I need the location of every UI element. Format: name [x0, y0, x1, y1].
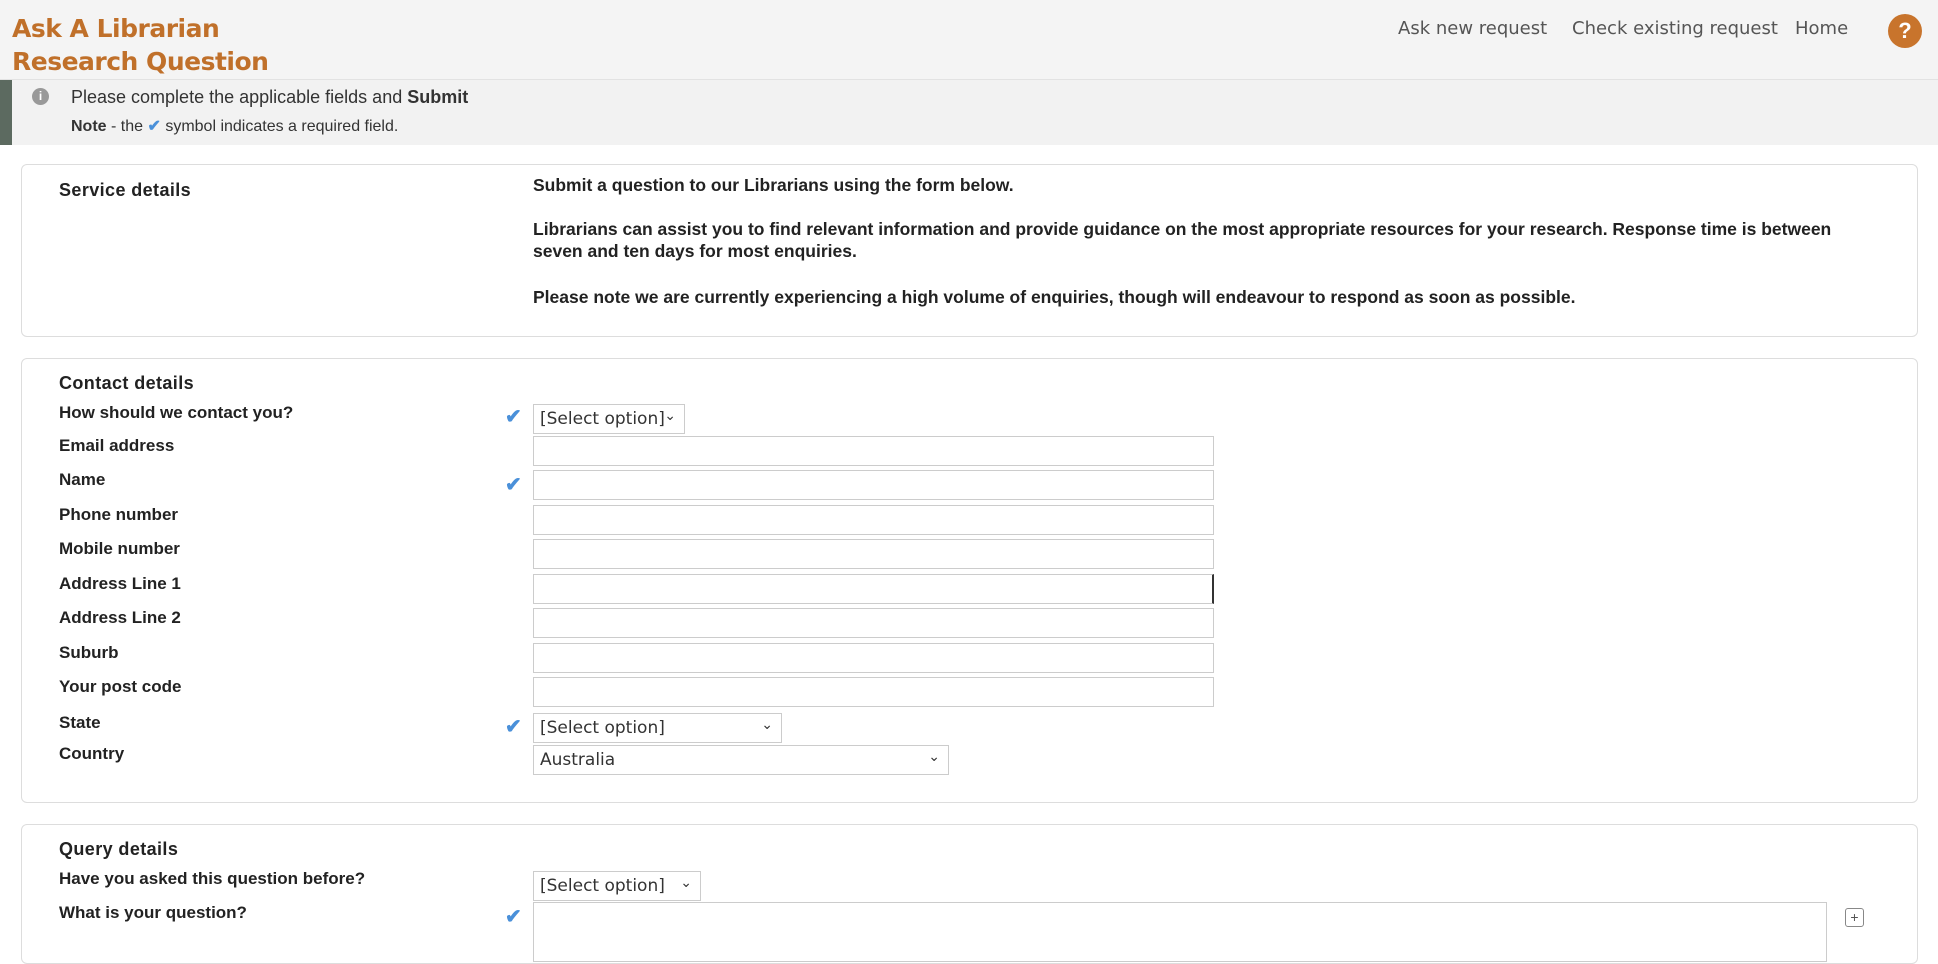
state-select[interactable] [533, 713, 782, 743]
question-label: What is your question? [59, 903, 247, 922]
info-submit-bold: Submit [407, 87, 469, 107]
required-check-icon: ✔ [505, 906, 522, 928]
phone-label: Phone number [59, 505, 179, 524]
nav-ask-new-request[interactable]: Ask new request [1398, 18, 1548, 39]
mobile-field[interactable] [533, 539, 1214, 569]
state-label: State [59, 713, 101, 732]
country-select[interactable] [533, 745, 949, 775]
header [0, 0, 1938, 80]
contact-method-select[interactable] [533, 404, 685, 434]
query-heading: Query details [59, 839, 179, 859]
select-value: [Select option] [540, 718, 665, 738]
check-icon: ✔ [147, 118, 161, 135]
required-check-icon: ✔ [505, 474, 522, 496]
how-label: How should we contact you? [59, 403, 294, 422]
address2-label: Address Line 2 [59, 608, 181, 627]
name-field[interactable] [533, 470, 1214, 500]
select-value: [Select option] [540, 876, 665, 896]
mobile-label: Mobile number [59, 539, 180, 558]
note-text: - the [106, 118, 148, 135]
note-label: Note [71, 118, 107, 135]
email-field[interactable] [533, 436, 1214, 466]
select-value: Australia [540, 750, 616, 770]
chevron-down-icon: ⌄ [928, 749, 940, 765]
chevron-down-icon: ⌄ [664, 408, 676, 424]
asked-before-label: Have you asked this question before? [59, 869, 366, 888]
country-label: Country [59, 744, 125, 763]
note-text-2: symbol indicates a required field. [160, 118, 399, 135]
expand-button[interactable]: + [1845, 908, 1864, 927]
address1-label: Address Line 1 [59, 574, 181, 593]
nav-home[interactable]: Home [1795, 18, 1849, 39]
address1-field[interactable] [533, 574, 1214, 604]
chevron-down-icon: ⌄ [761, 717, 773, 733]
select-value: [Select option] [540, 409, 665, 429]
service-p2: Librarians can assist you to find relevant information and provide guidance on the most appropriate resources for your research. Response time is between seven and ten days for most enquiries. [533, 219, 1832, 261]
info-line [71, 87, 468, 108]
service-heading: Service details [59, 180, 192, 200]
postcode-label: Your post code [59, 677, 182, 696]
info-banner [0, 80, 1938, 145]
suburb-field[interactable] [533, 643, 1214, 673]
help-icon[interactable]: ? [1888, 14, 1922, 48]
nav-check-existing-request[interactable]: Check existing request [1572, 18, 1778, 39]
suburb-label: Suburb [59, 643, 119, 662]
info-text: Please complete the applicable fields and [71, 87, 408, 107]
name-label: Name [59, 470, 106, 489]
info-icon: i [32, 88, 49, 105]
page-title: Ask A Librarian Research Question [12, 14, 269, 76]
email-label: Email address [59, 436, 175, 455]
contact-heading: Contact details [59, 373, 195, 393]
service-p3: Please note we are currently experiencing a high volume of enquiries, though will endeavour to respond as soon as possible. [533, 287, 1576, 307]
service-p1: Submit a question to our Librarians using the form below. [533, 175, 1014, 195]
question-textarea[interactable] [533, 902, 1827, 962]
asked-before-select[interactable] [533, 871, 701, 901]
phone-field[interactable] [533, 505, 1214, 535]
chevron-down-icon: ⌄ [680, 875, 692, 891]
required-check-icon: ✔ [505, 406, 522, 428]
note-line [71, 116, 398, 136]
postcode-field[interactable] [533, 677, 1214, 707]
address2-field[interactable] [533, 608, 1214, 638]
required-check-icon: ✔ [505, 716, 522, 738]
